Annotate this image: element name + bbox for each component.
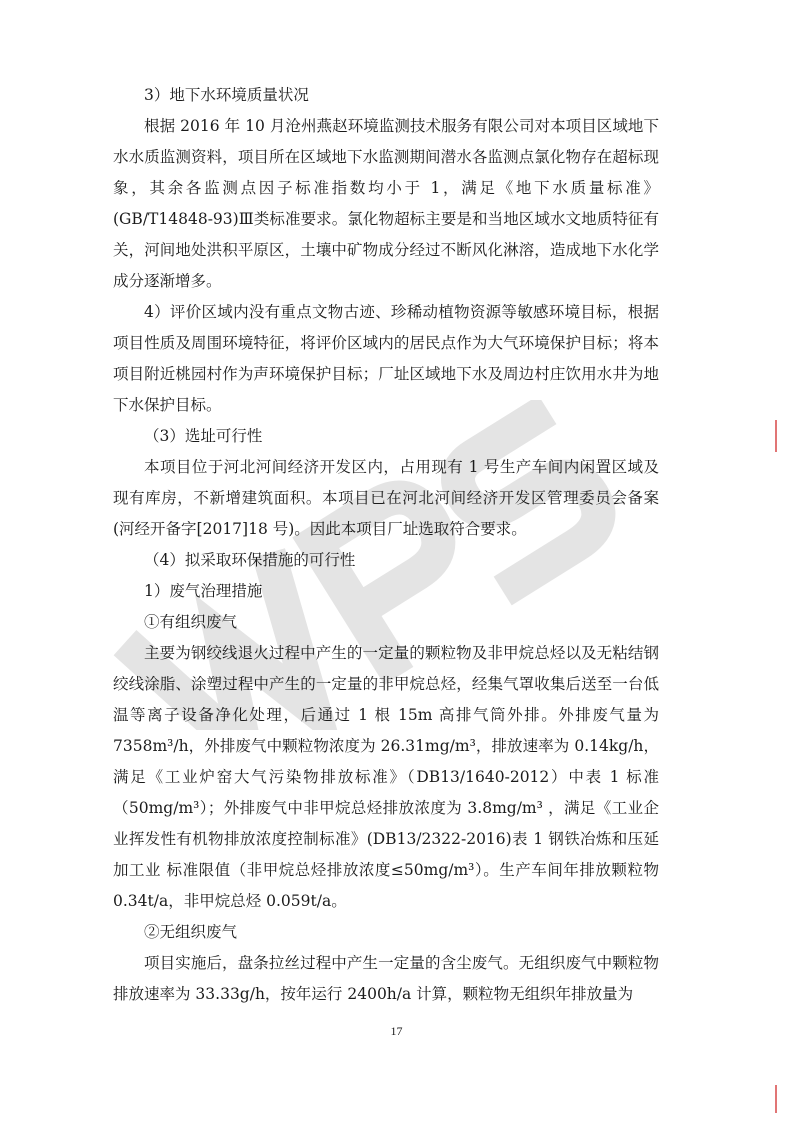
section-heading-groundwater: 3）地下水环境质量状况: [144, 86, 309, 104]
section-heading-gas-treatment: 1）废气治理措施: [144, 582, 263, 600]
paragraph-organized-gas: 主要为钢绞线退火过程中产生的一定量的颗粒物及非甲烷总烃以及无粘结钢绞线涂脂、涂塑过程中产生的一定量的非甲烷总烃，经集气罩收集后送至一台低温等离子设备净化处理，后通过 1 根 15m 高排气筒外排。外排废气量为 7358m³/h，外排废气中颗粒物浓度为 26.31mg/m³，排放速率为 0.14kg/h，满足《工业炉窑大气污染物排放标准》（DB13/1640-2012）中表 1 标准（50mg/m³）；外排废气中非甲烷总烃排放浓度为 3.8mg/m³ ，满足《工业企业挥发性有机物排放浓度控制标准》(DB13/2322-2016)表 1 钢铁冶炼和压延加工业 标准限值（非甲烷总烃排放浓度≤50mg/m³）。生产车间年排放颗粒物 0.34t/a，非甲烷总烃 0.059t/a。: [113, 644, 659, 910]
section-heading-measures: （4）拟采取环保措施的可行性: [144, 551, 356, 569]
section-heading-organized-gas: ①有组织废气: [144, 613, 238, 631]
paragraph-protection-targets: 4）评价区域内没有重点文物古迹、珍稀动植物资源等敏感环境目标，根据项目性质及周围环境特征，将评价区域内的居民点作为大气环境保护目标；将本项目附近桃园村作为声环境保护目标；厂址区域地下水及周边村庄饮用水井为地下水保护目标。: [113, 303, 659, 414]
scan-edge-mark: [775, 1085, 777, 1113]
section-heading-unorganized-gas: ②无组织废气: [144, 923, 238, 941]
scan-edge-mark: [775, 420, 777, 452]
document-body: [113, 80, 659, 1010]
paragraph-site-location: 本项目位于河北河间经济开发区内，占用现有 1 号生产车间内闲置区域及现有库房，不新增建筑面积。本项目已在河北河间经济开发区管理委员会备案(河经开备字[2017]18 号)。因此本项目厂址选取符合要求。: [113, 458, 659, 538]
page-number: 17: [390, 1024, 403, 1038]
paragraph-groundwater-quality: 根据 2016 年 10 月沧州燕赵环境监测技术服务有限公司对本项目区域地下水水质监测资料，项目所在区域地下水监测期间潜水各监测点氯化物存在超标现象，其余各监测点因子标准指数均小于 1，满足《地下水质量标准》(GB/T14848-93)Ⅲ类标准要求。氯化物超标主要是和当地区域水文地质特征有关，河间地处洪积平原区，土壤中矿物成分经过不断风化淋溶，造成地下水化学成分逐渐增多。: [113, 117, 659, 290]
paragraph-unorganized-gas: 项目实施后，盘条拉丝过程中产生一定量的含尘废气。无组织废气中颗粒物排放速率为 33.33g/h，按年运行 2400h/a 计算，颗粒物无组织年排放量为: [113, 954, 659, 1003]
section-heading-site-feasibility: （3）选址可行性: [144, 427, 263, 445]
